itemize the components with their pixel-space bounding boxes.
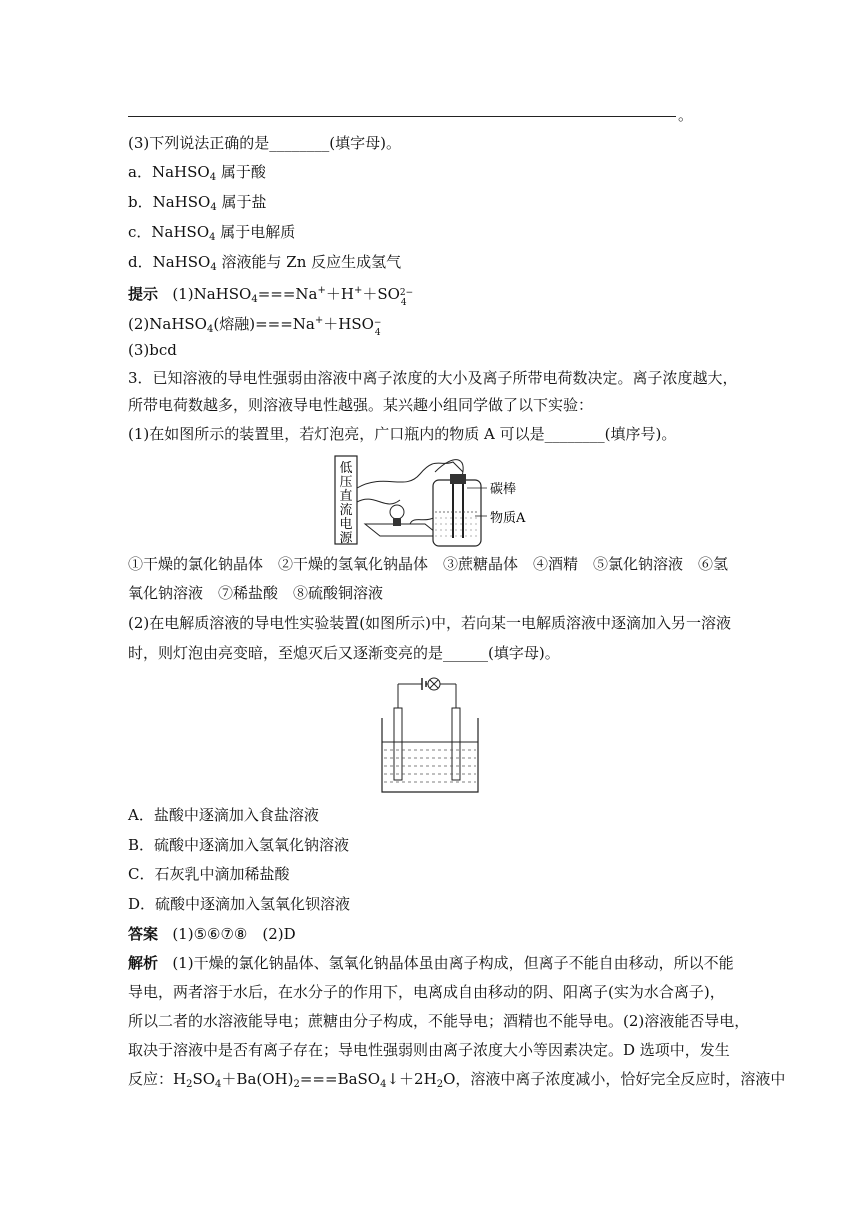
q3-prompt: (3)下列说法正确的是________(填字母)。 bbox=[128, 134, 401, 152]
electrode-left bbox=[394, 708, 402, 780]
hint-label: 提示 bbox=[128, 285, 159, 303]
option-B: B．硫酸中逐滴加入氢氧化钠溶液 bbox=[128, 836, 350, 854]
analysis-line-3: 所以二者的水溶液能导电；蔗糖由分子构成，不能导电；酒精也不能导电。(2)溶液能否导电， bbox=[128, 1012, 750, 1030]
option-C: C．石灰乳中滴加稀盐酸 bbox=[128, 865, 290, 883]
period-mark: 。 bbox=[678, 106, 694, 124]
power-char-1: 低 bbox=[339, 461, 353, 476]
hint-line-1: 提示 (1)NaHSO$_4$===Na+＋H+＋SO 2− 4 bbox=[128, 285, 414, 308]
power-char-2: 压 bbox=[339, 475, 353, 490]
answer-line: 答案 (1)⑤⑥⑦⑧ (2)D bbox=[128, 925, 296, 943]
rod-label: 碳棒 bbox=[490, 482, 517, 497]
analysis-label: 解析 bbox=[128, 954, 159, 972]
answer-label: 答案 bbox=[128, 925, 159, 943]
circuit-figure-2 bbox=[378, 672, 482, 796]
analysis-line-1: 解析 (1)干燥的氯化钠晶体、氢氧化钠晶体虽由离子构成，但离子不能自由移动，所以不能 bbox=[128, 954, 734, 972]
q-intro-1: 3．已知溶液的导电性强弱由溶液中离子浓度的大小及离子所带电荷数决定。离子浓度越大， bbox=[128, 369, 738, 387]
analysis-line-4: 取决于溶液中是否有离子存在；导电性强弱则由离子浓度大小等因素决定。D 选项中，发生 bbox=[128, 1041, 730, 1059]
option-b: b．NaHSO$_4$ 属于盐 bbox=[128, 193, 267, 213]
option-c: c．NaHSO$_4$ 属于电解质 bbox=[128, 223, 296, 243]
substance-label: 物质A bbox=[490, 511, 526, 526]
q-part2-line2: 时，则灯泡由亮变暗，至熄灭后又逐渐变亮的是______(填字母)。 bbox=[128, 644, 560, 662]
q-part2-line1: (2)在电解质溶液的导电性实验装置(如图所示)中，若向某一电解质溶液中逐滴加入另一溶液 bbox=[128, 614, 731, 632]
power-char-3: 直 bbox=[339, 489, 353, 504]
bulb-icon bbox=[390, 505, 404, 519]
option-d: d．NaHSO$_4$ 溶液能与 Zn 反应生成氢气 bbox=[128, 253, 402, 273]
choices-line-2: 氧化钠溶液 ⑦稀盐酸 ⑧硫酸铜溶液 bbox=[128, 584, 384, 602]
answer-blank-line bbox=[128, 116, 676, 117]
hint-line-3: (3)bcd bbox=[128, 341, 177, 359]
choices-line-1: ①干燥的氯化钠晶体 ②干燥的氢氧化钠晶体 ③蔗糖晶体 ④酒精 ⑤氯化钠溶液 ⑥氢 bbox=[128, 555, 729, 573]
hint-line-2: (2)NaHSO$_4$(熔融)===Na+＋HSO − 4 bbox=[128, 315, 382, 338]
q-part1: (1)在如图所示的装置里，若灯泡亮，广口瓶内的物质 A 可以是________(填序号)。 bbox=[128, 425, 677, 443]
power-char-5: 电 bbox=[339, 517, 353, 532]
analysis-line-2: 导电，两者溶于水后，在水分子的作用下，电离成自由移动的阴、阳离子(实为水合离子)， bbox=[128, 983, 725, 1001]
power-char-6: 源 bbox=[339, 531, 353, 546]
option-D: D．硫酸中逐滴加入氢氧化钡溶液 bbox=[128, 895, 351, 913]
circuit-figure-1 bbox=[325, 452, 545, 552]
analysis-line-5: 反应：$H_2SO_4+Ba(OH)_2===BaSO_4↓+2H_2O$，溶液中离子浓度减小，恰好完全反应时，溶液中 bbox=[128, 1070, 786, 1090]
option-A: A．盐酸中逐滴加入食盐溶液 bbox=[128, 806, 319, 824]
electrode-right bbox=[452, 708, 460, 780]
q-intro-2: 所带电荷数越多，则溶液导电性越强。某兴趣小组同学做了以下实验： bbox=[128, 396, 594, 414]
power-char-4: 流 bbox=[339, 503, 353, 518]
option-a: a．NaHSO$_4$ 属于酸 bbox=[128, 163, 266, 183]
